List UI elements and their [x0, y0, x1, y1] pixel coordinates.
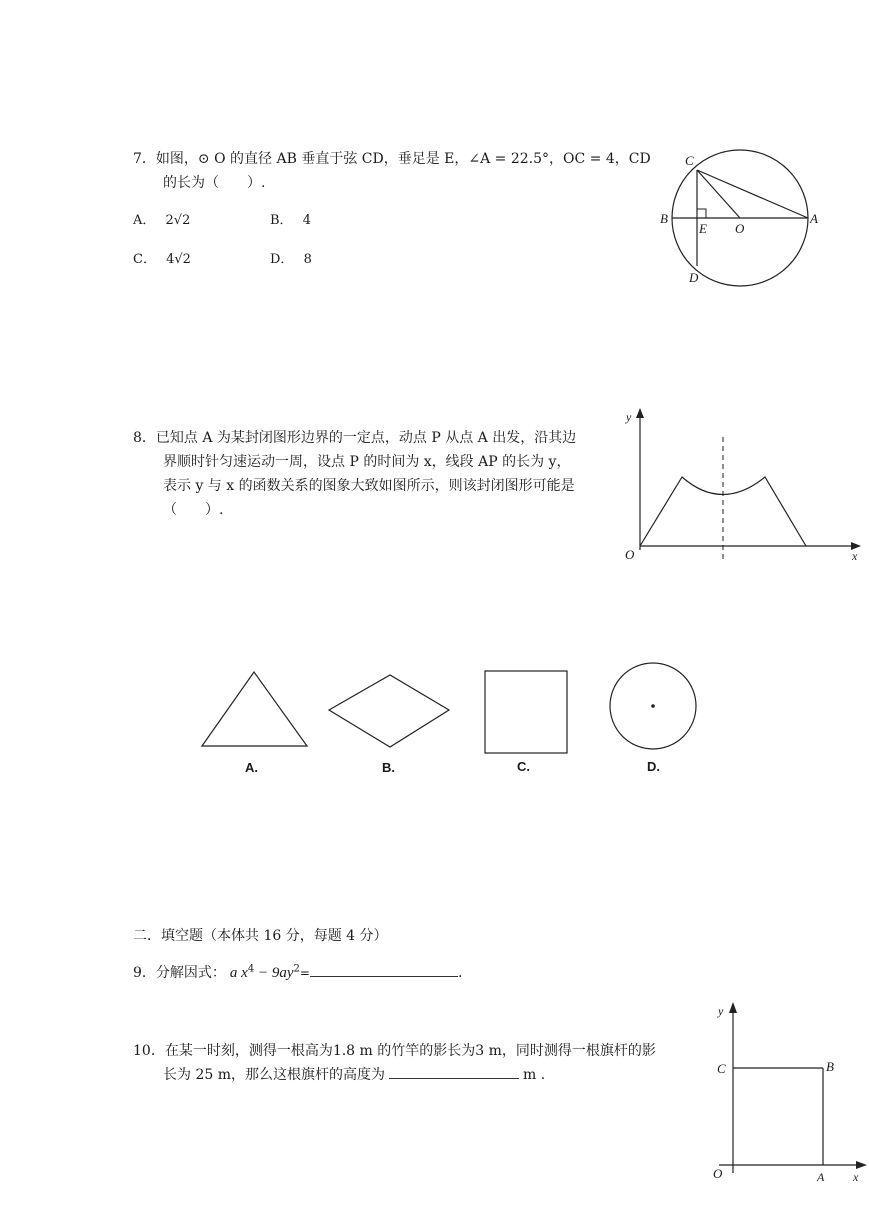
q9-answer-blank[interactable] — [310, 962, 458, 977]
shape-square[interactable] — [485, 671, 567, 753]
q8-line4: （ ）. — [163, 502, 224, 518]
q9-equals: = — [299, 966, 310, 980]
q7-circle-figure — [655, 145, 825, 290]
q10-label-x: x — [853, 1170, 859, 1184]
q10-answer-blank[interactable] — [389, 1064, 519, 1079]
segment-ca — [697, 170, 808, 218]
q9-exp-2: 2 — [293, 963, 300, 975]
q7-option-d-label: D． — [270, 252, 294, 267]
circle-center-dot — [651, 704, 655, 708]
shape-label-d: D. — [647, 759, 660, 774]
section2-title: 二．填空题（本体共 16 分，每题 4 分） — [133, 928, 388, 944]
q8-line1: 8．已知点 A 为某封闭图形边界的一定点，动点 P 从点 A 出发，沿其边 — [133, 430, 577, 446]
label-b: B — [660, 211, 668, 226]
q8-shape-options — [195, 655, 705, 780]
q9-expr-minus: − 9ay — [254, 965, 294, 981]
q9-end: . — [457, 965, 463, 981]
q9-line — [133, 962, 462, 982]
right-angle-mark — [697, 209, 706, 218]
q7-line2: 的长为（ ）. — [163, 175, 266, 191]
label-e: E — [699, 221, 707, 236]
q9-expr-a: a x — [229, 965, 248, 981]
q10-x-axis-arrow — [856, 1161, 867, 1169]
label-o: O — [735, 221, 745, 236]
q7-option-a-label: A． — [133, 213, 156, 228]
q8-line3: 表示 y 与 x 的函数关系的图象大致如图所示，则该封闭图形可能是 — [163, 478, 575, 494]
q10-label-c: C — [717, 1061, 726, 1076]
q10-label-y: y — [718, 1004, 724, 1018]
q10-label-b: B — [826, 1059, 834, 1074]
q7-option-a-value: 2√2 — [165, 213, 191, 228]
q7-option-b[interactable] — [270, 209, 311, 228]
graph-label-x: x — [852, 549, 858, 563]
q8-line2: 界顺时针匀速运动一周，设点 P 的时间为 x，线段 AP 的长为 y， — [163, 454, 571, 470]
q7-option-c-label: C． — [133, 252, 156, 267]
q7-option-d-value: 8 — [303, 252, 312, 267]
q7-option-d[interactable] — [270, 248, 312, 267]
q7-line1: 7．如图，⊙ O 的直径 AB 垂直于弦 CD，垂足是 E，∠A = 22.5°，OC = 4，CD — [133, 151, 651, 167]
q10-coordinate-figure — [705, 995, 869, 1185]
q7-option-c[interactable] — [133, 248, 191, 267]
q10-line1: 10．在某一时刻，测得一根高为1.8 m 的竹竿的影长为3 m，同时测得一根旗杆的影 — [133, 1043, 656, 1059]
shape-triangle[interactable] — [202, 672, 307, 746]
shape-label-a: A. — [245, 760, 258, 775]
q9-exp-4: 4 — [247, 963, 255, 975]
label-c: C — [685, 153, 694, 168]
y-axis-arrow — [636, 408, 644, 418]
segment-co — [697, 170, 740, 218]
q7-option-c-value: 4√2 — [166, 252, 191, 267]
q7-option-b-label: B． — [270, 213, 293, 228]
q10-line2-prefix: 长为 25 m，那么这根旗杆的高度为 — [163, 1067, 385, 1083]
q10-label-o: O — [713, 1166, 723, 1181]
label-a: A — [810, 211, 818, 226]
label-d: D — [689, 270, 699, 285]
q7-option-b-value: 4 — [302, 213, 311, 228]
q7-option-a[interactable] — [133, 209, 190, 228]
q10-line2-suffix: m . — [523, 1067, 546, 1083]
shape-label-c: C. — [517, 759, 530, 774]
q10-label-a: A — [817, 1170, 825, 1184]
graph-label-y: y — [626, 410, 632, 424]
graph-label-o: O — [625, 547, 635, 562]
q10-line2 — [163, 1064, 545, 1084]
q9-prefix: 9．分解因式： — [133, 965, 226, 981]
shape-rhombus[interactable] — [329, 675, 449, 747]
shape-label-b: B. — [382, 760, 395, 775]
q8-function-graph — [620, 405, 865, 565]
q10-y-axis-arrow — [729, 1002, 737, 1013]
